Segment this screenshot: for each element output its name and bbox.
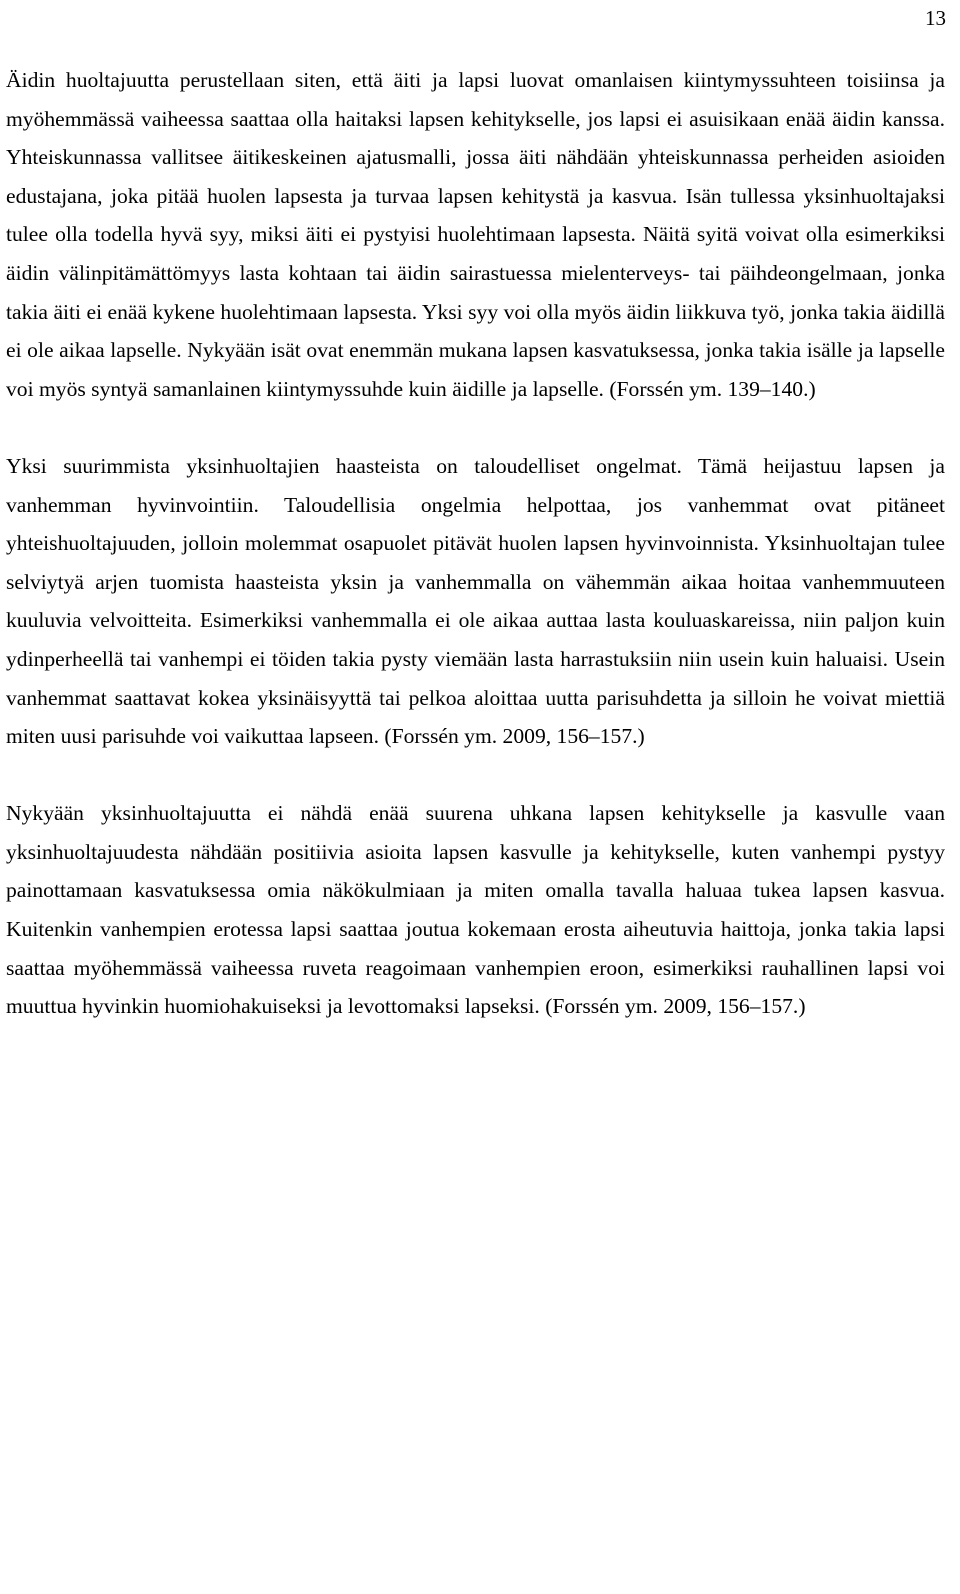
body-text (6, 61, 945, 1026)
page-number: 13 (925, 6, 946, 30)
paragraph-custody-grounds: Äidin huoltajuutta perustellaan siten, että äiti ja lapsi luovat omanlaisen kiintymyssuhteen toisiinsa ja myöhemmässä vaiheessa saattaa olla haitaksi lapsen kehitykselle, jos lapsi ei asuisikaan enää äidin kanssa. Yhteiskunnassa vallitsee äitikeskeinen ajatusmalli, jossa äiti nähdään yhteiskunnassa perheiden asioiden edustajana, joka pitää huolen lapsesta ja turvaa lapsen kehitystä ja kasvua. Isän tullessa yksinhuoltajaksi tulee olla todella hyvä syy, miksi äiti ei pystyisi huolehtimaan lapsesta. Näitä syitä voivat olla esimerkiksi äidin välinpitämättömyys lasta kohtaan tai äidin sairastuessa mielenterveys- tai päihdeongelmaan, jonka takia äiti ei enää kykene huolehtimaan lapsesta. Yksi syy voi olla myös äidin liikkuva työ, jonka takia äidillä ei ole aikaa lapselle. Nykyään isät ovat enemmän mukana lapsen kasvatuksessa, jonka takia isälle ja lapselle voi myös syntyä samanlainen kiintymyssuhde kuin äidille ja lapselle. (Forssén ym. 139–140.) (6, 68, 945, 401)
paragraph-financial-challenges: Yksi suurimmista yksinhuoltajien haasteista on taloudelliset ongelmat. Tämä heijastuu lapsen ja vanhemman hyvinvointiin. Taloudellisia ongelmia helpottaa, jos vanhemmat ovat pitäneet yhteishuoltajuuden, jolloin molemmat osapuolet pitävät huolen lapsen hyvinvoinnista. Yksinhuoltajan tulee selviytyä arjen tuomista haasteista yksin ja vanhemmalla on vähemmän aikaa hoitaa vanhemmuuteen kuuluvia velvoitteita. Esimerkiksi vanhemmalla ei ole aikaa auttaa lasta kouluaskareissa, niin paljon kuin ydinperheellä tai vanhempi ei töiden takia pysty viemään lasta harrastuksiin niin usein kuin haluaisi. Usein vanhemmat saattavat kokea yksinäisyyttä tai pelkoa aloittaa uutta parisuhdetta ja silloin he voivat miettiä miten uusi parisuhde voi vaikuttaa lapseen. (Forssén ym. 2009, 156–157.) (6, 453, 945, 749)
paragraph-positive-aspects: Nykyään yksinhuoltajuutta ei nähdä enää suurena uhkana lapsen kehitykselle ja kasvulle vaan yksinhuoltajuudesta nähdään positiivia asioita lapsen kasvulle ja kehitykselle, kuten vanhempi pystyy painottamaan kasvatuksessa omia näkökulmiaan ja miten omalla tavalla haluaa tukea lapsen kasvua. Kuitenkin vanhempien erotessa lapsi saattaa joutua kokemaan erosta aiheutuvia haittoja, jonka takia lapsi saattaa myöhemmässä vaiheessa ruveta reagoimaan vanhempien eroon, esimerkiksi rauhallinen lapsi voi muuttua hyvinkin huomiohakuiseksi ja levottomaksi lapseksi. (Forssén ym. 2009, 156–157.) (6, 801, 945, 1019)
